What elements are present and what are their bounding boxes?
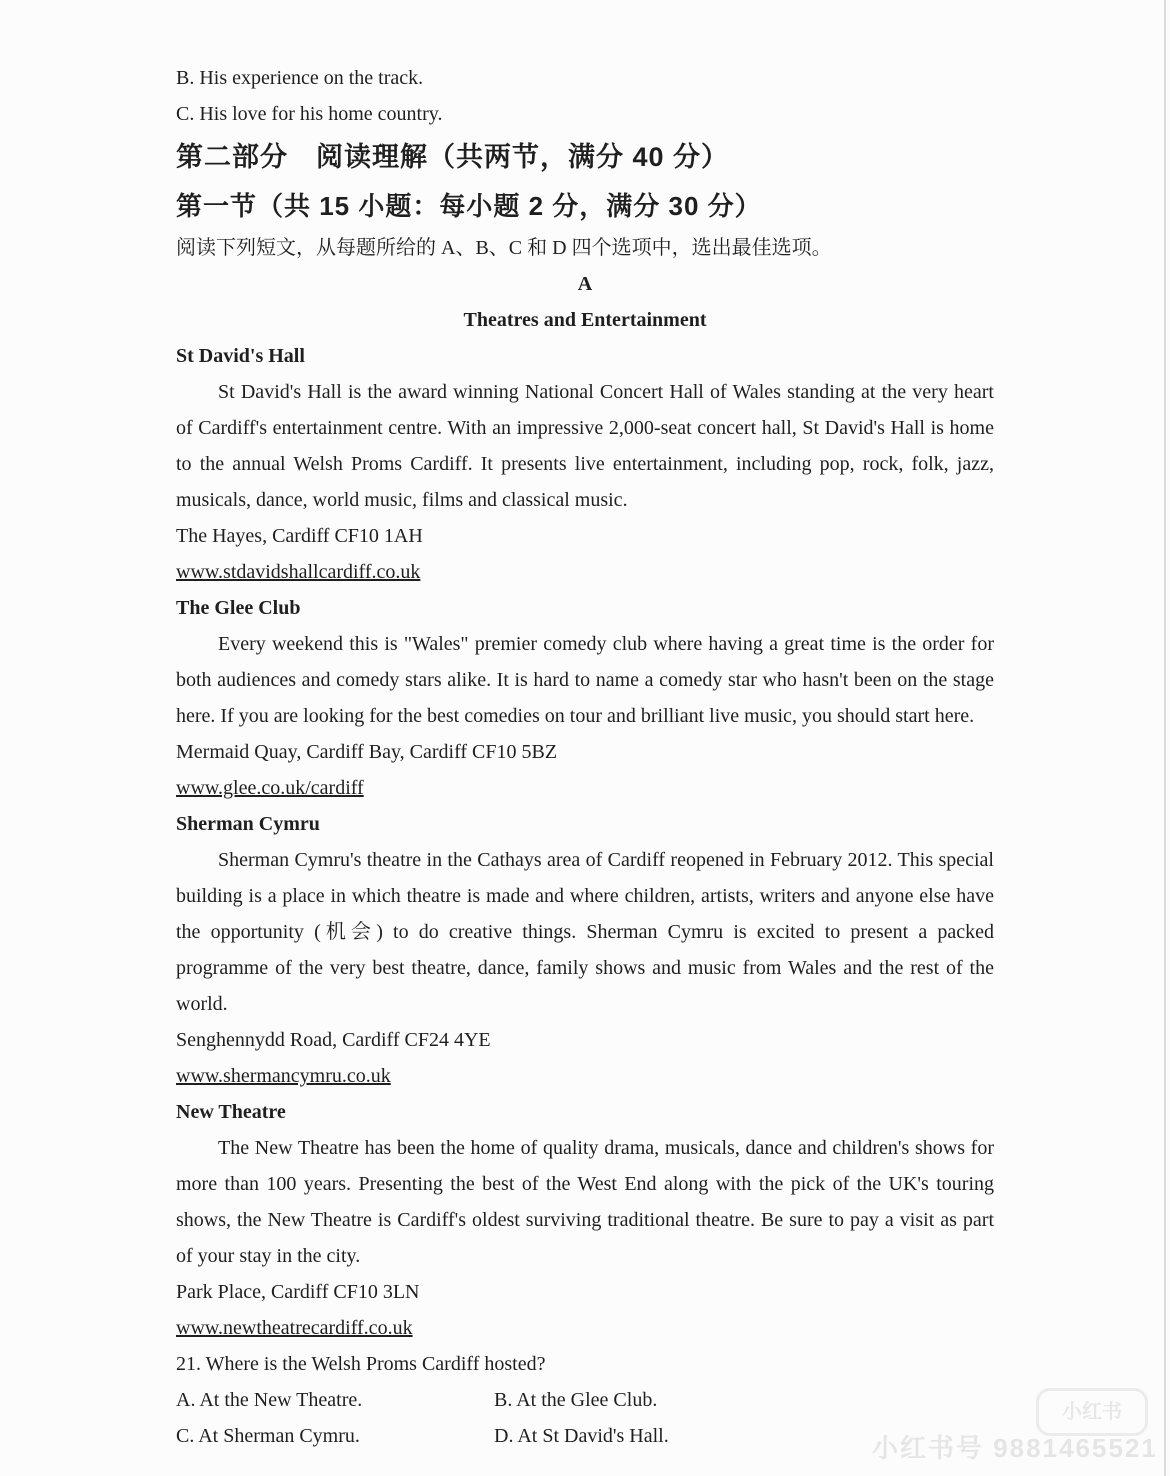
venue-section-new-theatre [176, 1094, 994, 1346]
venue-section-glee-club [176, 590, 994, 806]
xiaohongshu-badge-watermark: 小红书 [1036, 1388, 1148, 1436]
venue-name: The Glee Club [176, 597, 301, 619]
option-c: C. At Sherman Cymru. [176, 1425, 360, 1447]
passage-label: A [577, 273, 593, 295]
document-content [176, 60, 994, 1454]
venue-website-link[interactable]: www.glee.co.uk/cardiff [176, 777, 364, 799]
scan-page-edge [1164, 0, 1166, 1476]
section-one-heading: 第一节（共 15 小题：每小题 2 分，满分 30 分） [176, 191, 762, 221]
venue-website-link[interactable]: www.stdavidshallcardiff.co.uk [176, 561, 421, 583]
venue-address: Mermaid Quay, Cardiff Bay, Cardiff CF10 5BZ [176, 741, 558, 763]
venue-address: The Hayes, Cardiff CF10 1AH [176, 525, 423, 547]
options-row-1 [176, 1382, 994, 1418]
option-b: B. At the Glee Club. [494, 1389, 658, 1411]
venue-address: Senghennydd Road, Cardiff CF24 4YE [176, 1029, 491, 1051]
venue-address: Park Place, Cardiff CF10 3LN [176, 1281, 420, 1303]
venue-name: St David's Hall [176, 345, 305, 367]
option-a: A. At the New Theatre. [176, 1389, 363, 1411]
venue-website-link[interactable]: www.shermancymru.co.uk [176, 1065, 391, 1087]
venue-description: Every weekend this is "Wales" premier comedy club where having a great time is the order for both audiences and comedy stars alike. It is hard to name a comedy star who hasn't been on the stage here. If you are looking for the best comedies on tour and brilliant live music, you should start here. [176, 633, 994, 727]
venue-section-st-davids-hall [176, 338, 994, 590]
venue-description: St David's Hall is the award winning National Concert Hall of Wales standing at the very heart of Cardiff's entertainment centre. With an impressive 2,000-seat concert hall, St David's Hall is home to the annual Welsh Proms Cardiff. It presents live entertainment, including pop, rock, folk, jazz, musicals, dance, world music, films and classical music. [176, 381, 994, 511]
question-stem: 21. Where is the Welsh Proms Cardiff hosted? [176, 1353, 546, 1375]
venue-name: Sherman Cymru [176, 813, 320, 835]
venue-description: Sherman Cymru's theatre in the Cathays area of Cardiff reopened in February 2012. This special building is a place in which theatre is made and where children, artists, writers and anyone else have the opportunity (机会) to do creative things. Sherman Cymru is excited to present a packed programme of the very best theatre, dance, family shows and music from Wales and the rest of the world. [176, 849, 994, 1015]
option-d: D. At St David's Hall. [494, 1425, 669, 1447]
reading-instructions: 阅读下列短文，从每题所给的 A、B、C 和 D 四个选项中，选出最佳选项。 [176, 237, 832, 259]
venue-description: The New Theatre has been the home of quality drama, musicals, dance and children's shows for more than 100 years. Presenting the best of the West End along with the pick of the UK's touring shows, the New Theatre is Cardiff's oldest surviving traditional theatre. Be sure to pay a visit as part of your stay in the city. [176, 1137, 994, 1267]
venue-website-link[interactable]: www.newtheatrecardiff.co.uk [176, 1317, 413, 1339]
prev-option-c: C. His love for his home country. [176, 103, 443, 125]
venue-section-sherman-cymru [176, 806, 994, 1094]
part-two-heading: 第二部分 阅读理解（共两节，满分 40 分） [176, 142, 730, 172]
venue-name: New Theatre [176, 1101, 286, 1123]
prev-option-b: B. His experience on the track. [176, 67, 424, 89]
passage-title: Theatres and Entertainment [463, 309, 707, 331]
xiaohongshu-account-watermark: 小红书号 9881465521 [872, 1433, 1158, 1463]
